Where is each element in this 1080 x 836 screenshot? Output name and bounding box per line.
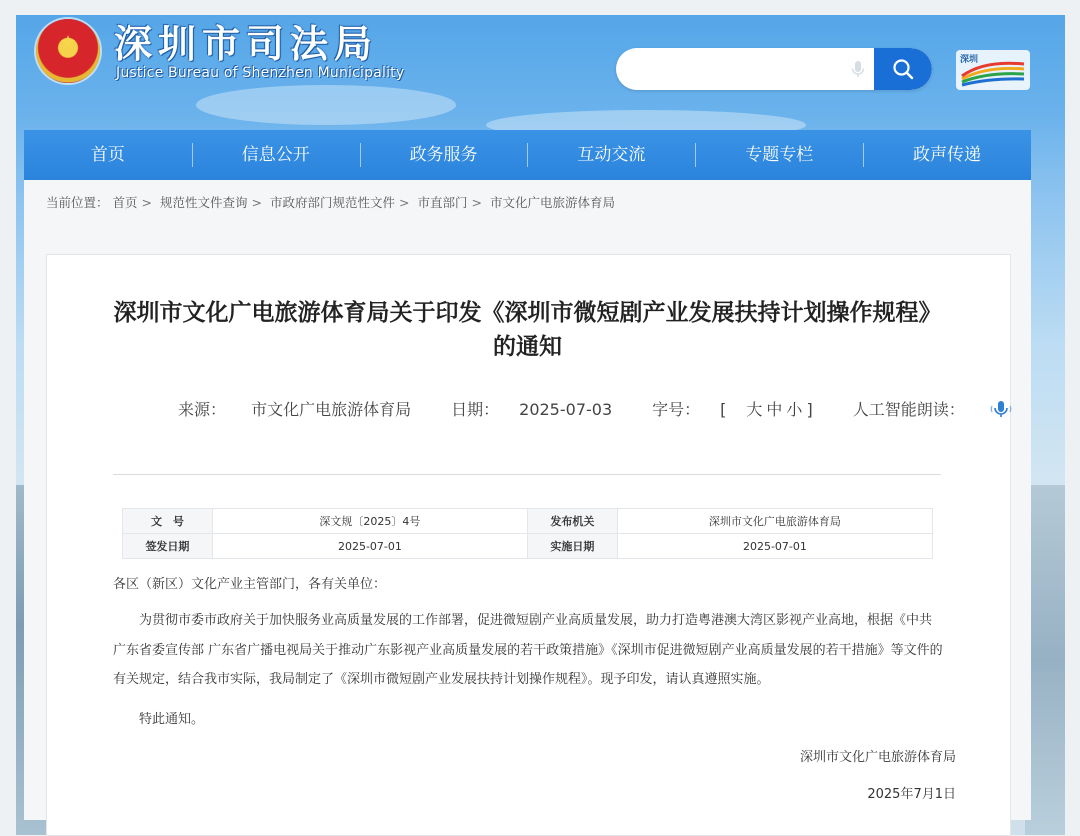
shenzhen-gov-logo[interactable] [956, 50, 1030, 90]
nav-item-special-topics[interactable]: 专题专栏 [695, 130, 863, 180]
table-row [123, 534, 933, 559]
cloud-decoration [196, 85, 456, 125]
issuer-label: 发布机关 [527, 509, 617, 534]
document-info-table [122, 508, 933, 559]
breadcrumb-separator: > [141, 195, 152, 210]
breadcrumb-link[interactable]: 规范性文件查询 [159, 195, 248, 210]
nav-item-gov-services[interactable]: 政务服务 [360, 130, 528, 180]
breadcrumb-link[interactable]: 市文化广电旅游体育局 [489, 195, 615, 210]
meta-date [451, 400, 632, 419]
date-value: 2025-07-03 [519, 400, 613, 419]
issuer-value: 深圳市文化广电旅游体育局 [617, 509, 932, 534]
signature-date: 2025年7月1日 [867, 787, 956, 802]
font-size-bracket-close: ] [806, 400, 813, 419]
meta-ai-read [853, 400, 1032, 419]
emblem-star-icon: ★ [60, 32, 77, 53]
nav-item-interaction[interactable]: 互动交流 [527, 130, 695, 180]
site-title-cn[interactable]: 深圳市司法局 [114, 22, 379, 66]
nav-item-announcements[interactable]: 政声传递 [863, 130, 1031, 180]
meta-source [178, 400, 431, 419]
meta-font-size [652, 400, 833, 419]
shore-decoration-right [1025, 485, 1065, 835]
source-value: 市文化广电旅游体育局 [251, 400, 412, 419]
breadcrumb-separator: > [471, 195, 482, 210]
nav-item-home[interactable]: 首页 [90, 145, 125, 165]
microphone-icon[interactable] [848, 59, 868, 79]
article-meta [178, 397, 1032, 424]
search-button[interactable] [874, 48, 932, 90]
logo-text: 深圳 [960, 55, 979, 65]
breadcrumb-link[interactable]: 首页 [112, 195, 138, 210]
font-size-medium-button[interactable]: 中 [766, 400, 783, 419]
sign-date-value: 2025-07-01 [212, 534, 527, 559]
search-input[interactable] [630, 48, 834, 90]
breadcrumb [46, 193, 615, 211]
nav-item-info-disclosure[interactable]: 信息公开 [192, 130, 360, 180]
search-box [616, 48, 932, 90]
doc-number-label: 文 号 [123, 509, 213, 534]
date-label: 日期： [451, 400, 500, 419]
effective-date-value: 2025-07-01 [617, 534, 932, 559]
source-label: 来源： [178, 400, 227, 419]
salutation: 各区（新区）文化产业主管部门，各有关单位： [113, 577, 387, 592]
sign-date-label: 签发日期 [123, 534, 213, 559]
font-size-label: 字号： [652, 400, 701, 419]
table-row [123, 509, 933, 534]
ai-read-label: 人工智能朗读： [852, 400, 965, 419]
font-size-large-button[interactable]: 大 [746, 400, 763, 419]
effective-date-label: 实施日期 [527, 534, 617, 559]
breadcrumb-link[interactable]: 市政府部门规范性文件 [269, 195, 395, 210]
site-title-en: Justice Bureau of Shenzhen Municipality [116, 65, 405, 81]
article-body: 为贯彻市委市政府关于加快服务业高质量发展的工作部署，促进微短剧产业高质量发展，助力打造粤港澳大湾区影视产业高地，根据《中共广东省委宣传部 广东省广播电视局关于推动广东影视产业高质量发展的若干政策措施》《深圳市促进微短剧产业高质量发展的若干措施》等文件的有关规定，结合我市实际，我局制定了《深圳市微短剧产业发展扶持计划操作规程》。现予印发，请认真遵照实施。 [113, 613, 943, 687]
breadcrumb-separator: > [251, 195, 262, 210]
font-size-bracket-open: [ [720, 400, 727, 419]
doc-number-value: 深文规〔2025〕4号 [212, 509, 527, 534]
issuer-signature: 深圳市文化广电旅游体育局 [799, 750, 956, 765]
breadcrumb-link[interactable]: 市直部门 [417, 195, 468, 210]
search-icon [891, 57, 915, 81]
meta-divider [113, 474, 941, 475]
main-nav [24, 130, 1031, 180]
ai-read-speaker-icon[interactable] [990, 398, 1012, 424]
article-title: 深圳市文化广电旅游体育局关于印发《深圳市微短剧产业发展扶持计划操作规程》的通知 [113, 300, 942, 360]
breadcrumb-prefix: 当前位置： [46, 195, 109, 210]
breadcrumb-separator: > [398, 195, 410, 210]
notice-closing: 特此通知。 [139, 712, 205, 727]
font-size-small-button[interactable]: 小 [786, 400, 803, 419]
